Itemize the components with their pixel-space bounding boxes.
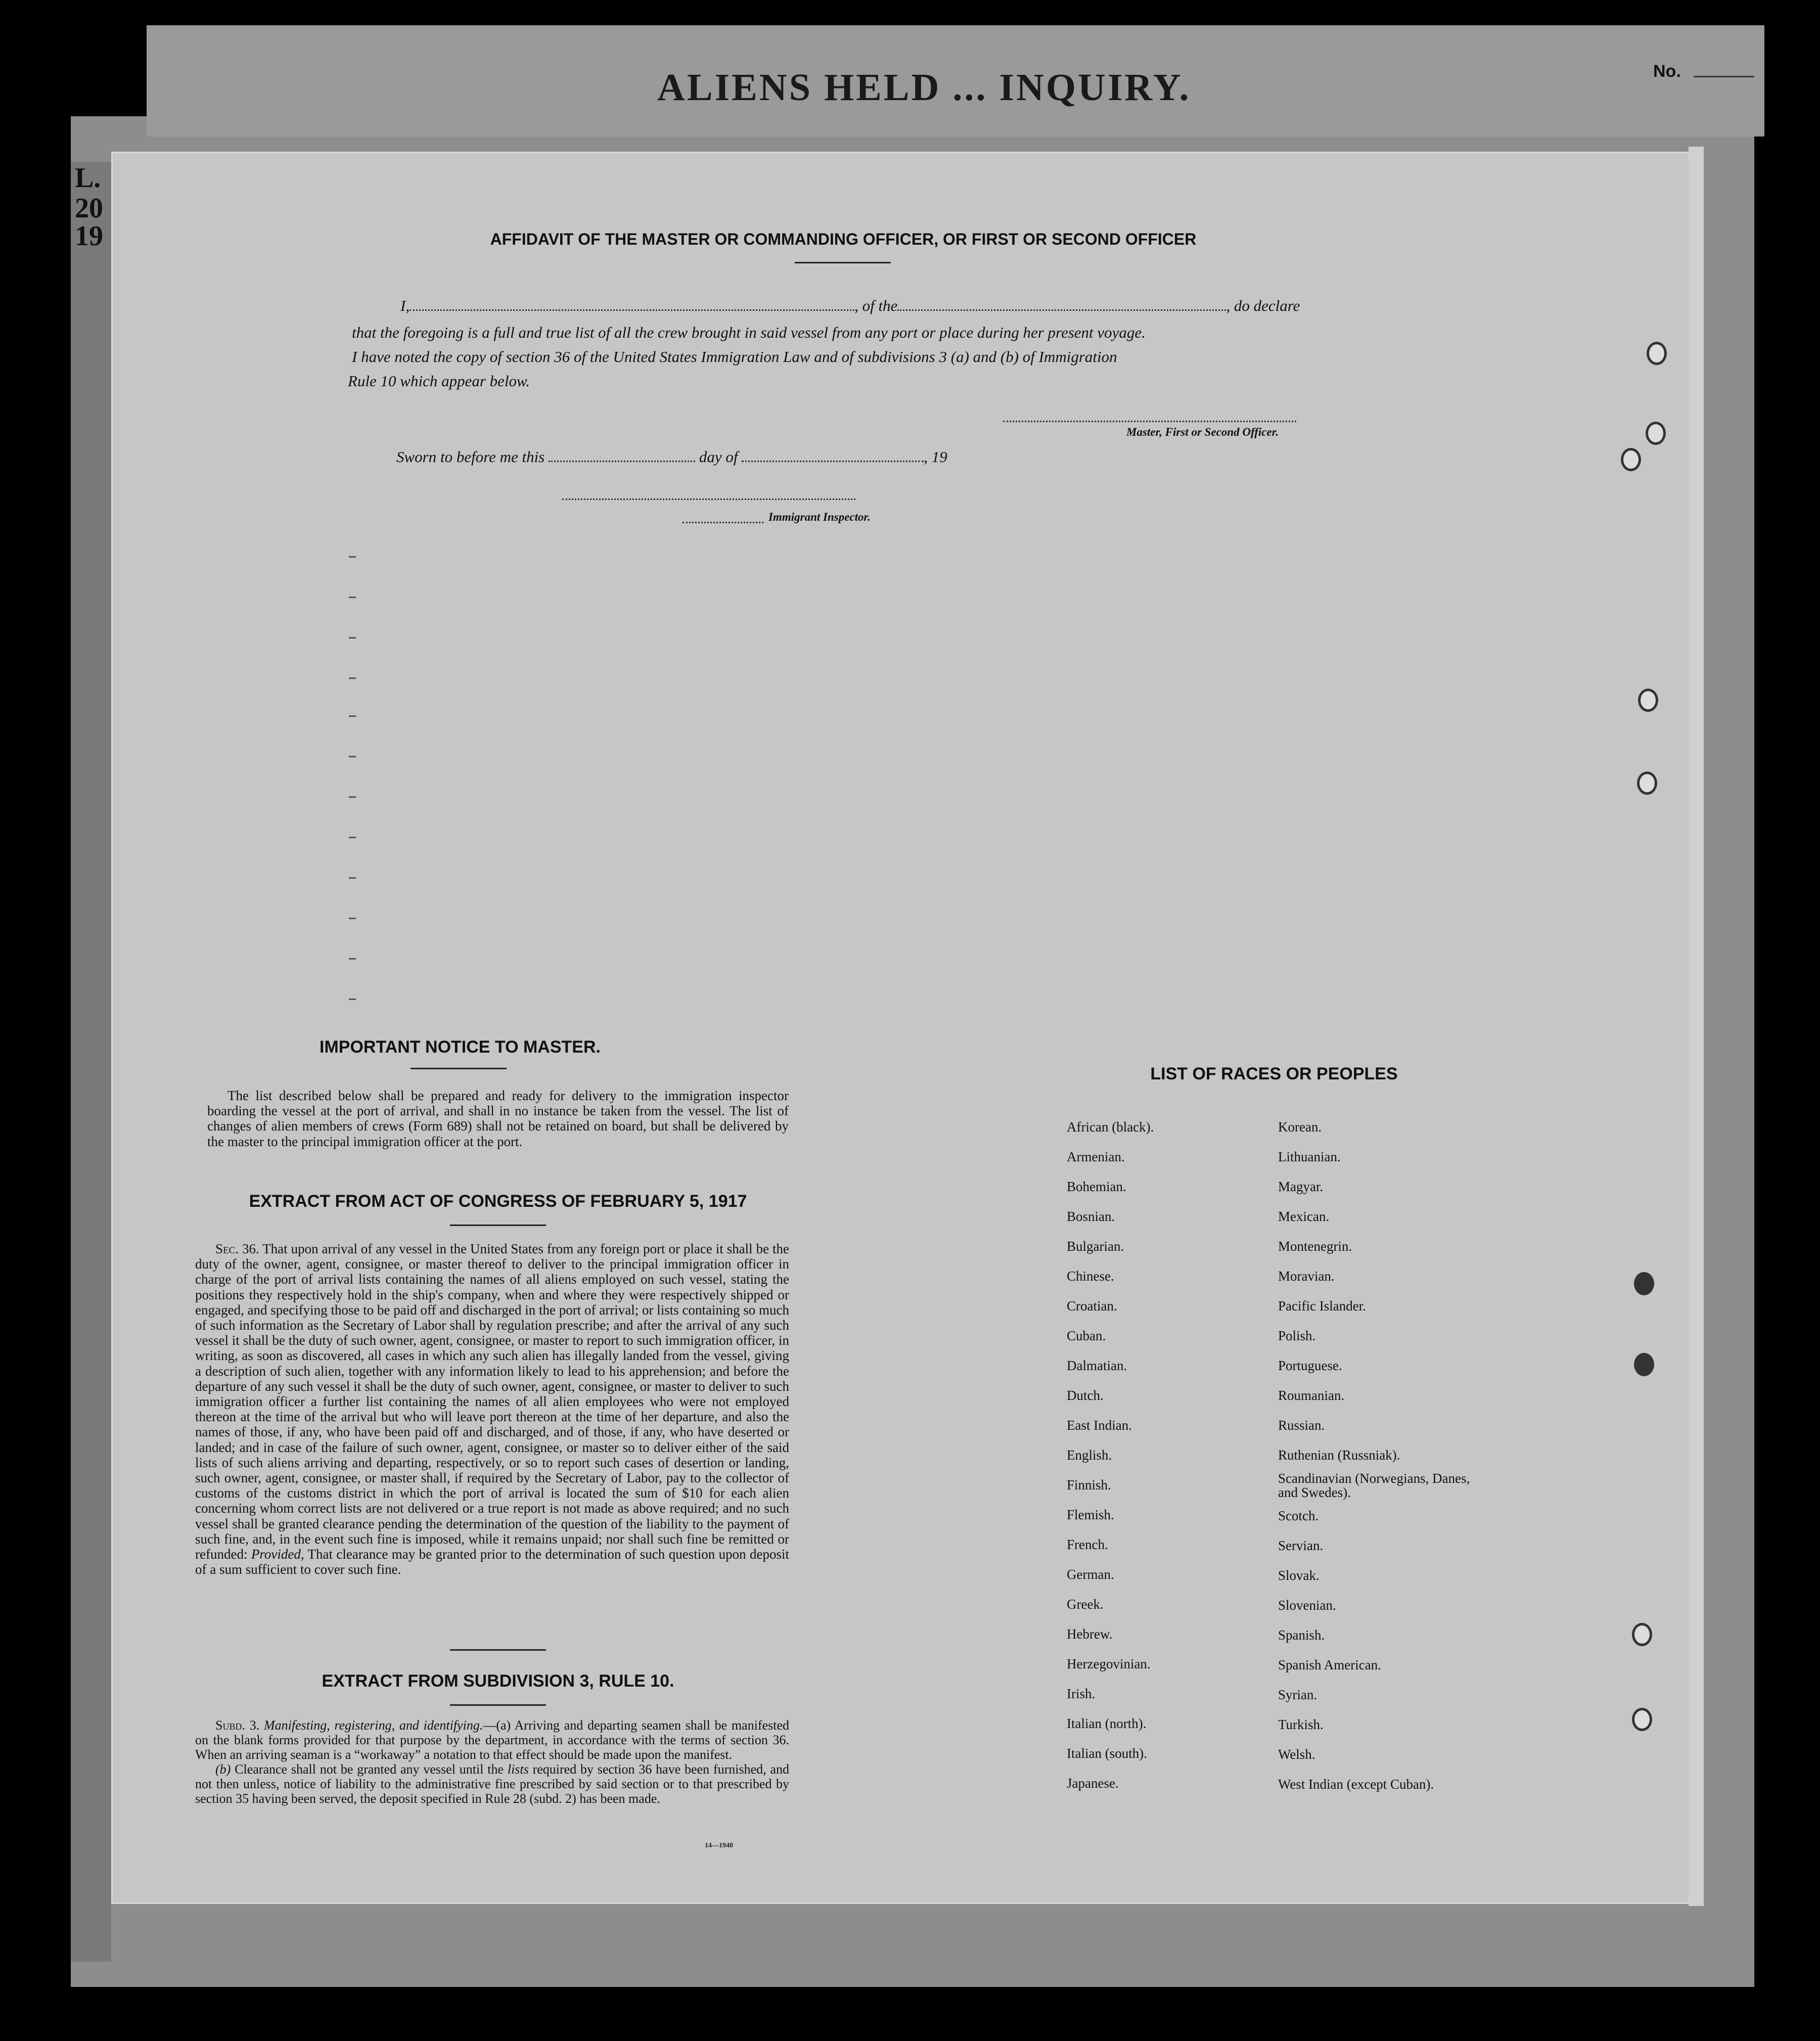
race-item: Spanish American. [1278,1657,1381,1672]
race-item: Syrian. [1278,1687,1317,1702]
vessel-blank [897,309,1226,311]
race-item: Irish. [1067,1686,1096,1701]
affidavit-line-2: that the foregoing is a full and true list of all the crew brought in said vessel from any port or place during her present voyage. [352,324,1146,341]
race-item: Pacific Islander. [1278,1298,1366,1313]
race-item: Japanese. [1067,1776,1119,1791]
left-edge-strip [71,162,111,1962]
race-item: Bohemian. [1067,1179,1126,1194]
race-item: Russian. [1278,1418,1325,1433]
act-text: That upon arrival of any vessel in the United States from any foreign port or place it shall be the duty of the owner, agent, consignee, or master thereof to deliver to the principal immigration officer in charge of the port of arrival lists containing the names of all aliens employed on such vessel, stating the positions they respectively hold in the ship's company, when and where they were respectively shipped or engaged, and specifying those to be paid off and discharged in the port of arrival; or lists containing so much of such information as the Secretary of Labor shall by regulation prescribe; and after the arrival of any such vessel it shall be the duty of such owner, agent, consignee, or master to report to such immigration officer, in writing, as soon as discovered, all cases in which any such alien has illegally landed from the vessel, giving a description of such alien, together with any information likely to lead to his apprehension; and before the departure of any such vessel it shall be the duty of such owner, agent, consignee, or master to deliver to such immigration officer a further list containing the names of all alien employees who were not employed thereon at the time of the arrival but who will leave port thereon at the time of her departure, and also the names of those, if any, who have been paid off and discharged, and of those, if any, who have deserted or landed; and in case of the failure of such owner, agent, consignee, or master so to deliver either of the said lists of such aliens arriving and departing, respectively, or so to report such cases of desertion or landing, such owner, agent, consignee, or master shall, if required by the Secretary of Labor, pay to the collector of customs of the customs district in which the port of arrival is located the sum of $10 for each alien concerning whom correct lists are not delivered or a true report is not made as above required; and no such vessel shall be granted clearance pending the determination of the question of the liability to the payment of such fine, and, in the event such fine is imposed, while it remains unpaid; nor shall such fine be remitted or refunded: [195,1241,790,1562]
day-of-label: day of [699,448,738,466]
rule-rule [450,1704,546,1706]
row-tick [349,677,356,679]
race-item: Chinese. [1067,1268,1114,1284]
name-blank [410,309,854,311]
notice-paragraph [207,1088,789,1149]
punch-hole-icon [1634,1353,1654,1376]
inspector-signature-line [562,498,855,500]
race-item: Slovenian. [1278,1598,1336,1613]
sworn-line [396,448,947,466]
rule-paragraph [195,1718,789,1806]
year-label: , 19 [924,448,947,466]
notice-title: IMPORTANT NOTICE TO MASTER. [320,1037,601,1057]
punch-hole-icon [1638,689,1658,712]
i-label: I, [400,297,410,314]
race-item: Lithuanian. [1278,1149,1341,1164]
punch-hole-icon [1621,448,1641,471]
race-item: Ruthenian (Russniak). [1278,1447,1400,1463]
punch-hole-icon [1634,1272,1654,1295]
punch-hole-icon [1632,1708,1652,1731]
affidavit-title: AFFIDAVIT OF THE MASTER OR COMMANDING OFFICER, OR FIRST OR SECOND OFFICER [490,230,1197,248]
of-the-label: , of the [854,297,898,314]
race-item: Polish. [1278,1328,1316,1343]
notice-text: The list described below shall be prepared and ready for delivery to the immigration inspector boarding the vessel at the port of arrival, and shall in no instance be taken from the vessel. The list of changes of alien members of crews (Form 689) shall not be retained on board, but shall be delivered by the master to the principal immigration officer at the port. [207,1088,789,1149]
race-item: Moravian. [1278,1268,1335,1284]
punch-hole-icon [1637,772,1657,795]
races-title: LIST OF RACES OR PEOPLES [1150,1064,1398,1083]
row-tick [349,637,356,639]
number-label: No. [1653,62,1681,81]
master-signature-label: Master, First or Second Officer. [1126,426,1279,438]
act-end-rule [450,1649,546,1651]
do-declare-label: , do declare [1226,297,1300,314]
title-rule [795,262,891,263]
rule-b-text-2: required by section 36 have been furnished, and not then unless, notice of liability to the administrative fine prescribed by said section or to that prescribed by section 35 having been served, the deposit specified in Rule 28 (subd. 2) has been made. [195,1762,790,1806]
race-item: Hebrew. [1067,1626,1113,1642]
race-item: Roumanian. [1278,1388,1345,1403]
sworn-label: Sworn to before me this [396,448,545,466]
affidavit-line-1 [400,297,1300,315]
race-item: Portuguese. [1278,1358,1342,1373]
race-item: Flemish. [1067,1507,1114,1522]
row-tick [349,837,356,838]
race-item: Spanish. [1278,1627,1325,1643]
row-tick [349,877,356,879]
page-right-edge [1689,147,1704,1906]
edge-fragment: L. [75,162,101,194]
race-item: Scandinavian (Norwegians, Danes, and Swedes). [1278,1471,1470,1500]
rule-heading: Manifesting, registering, and identifying. [264,1718,483,1733]
row-tick [349,715,356,717]
punch-hole-icon [1647,342,1667,365]
race-item: Bosnian. [1067,1209,1115,1224]
affidavit-line-4: Rule 10 which appear below. [348,372,530,390]
form-number: 14—1940 [705,1842,733,1849]
race-item: Bulgarian. [1067,1239,1124,1254]
race-item: Welsh. [1278,1747,1315,1762]
act-rule [450,1224,546,1226]
race-item: Korean. [1278,1119,1322,1135]
edge-fragment: 19 [75,220,103,252]
punch-hole-icon [1632,1623,1652,1646]
race-item: French. [1067,1537,1108,1552]
number-line [1694,76,1754,77]
race-item: Finnish. [1067,1477,1111,1492]
race-item: West Indian (except Cuban). [1278,1777,1434,1792]
row-tick [349,556,356,558]
race-item: German. [1067,1567,1114,1582]
race-item: Herzegovinian. [1067,1656,1151,1671]
section-label: Sec. 36. [215,1241,259,1256]
race-item: Cuban. [1067,1328,1106,1343]
sworn-month-blank [742,461,924,462]
race-item: Italian (south). [1067,1746,1147,1761]
row-tick [349,756,356,757]
rule-b-text-1: Clearance shall not be granted any vessel until the [235,1762,504,1777]
master-signature-line [1003,421,1296,422]
act-text-end: That clearance may be granted prior to the determination of such question upon deposit of a sum sufficient to cover such fine. [195,1547,790,1577]
rule-b-label: (b) [215,1762,231,1777]
row-tick [349,958,356,960]
rule-title: EXTRACT FROM SUBDIVISION 3, RULE 10. [322,1671,674,1691]
race-item: Turkish. [1278,1717,1324,1732]
race-item: Greek. [1067,1597,1104,1612]
race-item: Croatian. [1067,1298,1117,1313]
row-tick [349,918,356,919]
race-item: Armenian. [1067,1149,1125,1164]
race-item: Slovak. [1278,1568,1320,1583]
rule-b-lists: lists [507,1762,529,1777]
race-item: East Indian. [1067,1418,1132,1433]
subdivision-label: Subd. 3. [215,1718,260,1733]
race-item: Scotch. [1278,1508,1319,1523]
race-item: Mexican. [1278,1209,1330,1224]
inspector-signature-label: Immigrant Inspector. [768,511,871,523]
race-item: African (black). [1067,1119,1154,1135]
torn-header-title: ALIENS HELD ... INQUIRY. [657,66,1191,109]
races-column-2 [1278,1112,1470,1799]
race-item: English. [1067,1447,1112,1463]
race-item: Montenegrin. [1278,1239,1352,1254]
row-tick [349,796,356,798]
punch-hole-icon [1646,422,1666,445]
edge-fragment: 20 [75,193,103,224]
rule-a-text: —(a) Arriving and departing seamen shall be manifested on the blank forms provided for that purpose by the department, in accordance with the terms of section 36. When an arriving seaman is a “workaway” a notation to that effect should be made upon the manifest. [195,1718,789,1762]
act-title: EXTRACT FROM ACT OF CONGRESS OF FEBRUARY 5, 1917 [249,1192,747,1211]
race-item: Magyar. [1278,1179,1324,1194]
affidavit-line-3: I have noted the copy of section 36 of the United States Immigration Law and of subdivisions 3 (a) and (b) of Immigration [352,348,1117,366]
race-item: Italian (north). [1067,1716,1147,1731]
races-column-1 [1067,1112,1154,1798]
provided-label: Provided, [251,1547,304,1562]
race-item: Dutch. [1067,1388,1104,1403]
row-tick [349,999,356,1000]
sworn-day-blank [549,461,695,462]
act-paragraph [195,1241,789,1577]
race-item: Servian. [1278,1538,1324,1553]
inspector-lead-line [682,522,763,523]
notice-rule [411,1068,507,1069]
row-tick [349,597,356,598]
race-item: Dalmatian. [1067,1358,1127,1373]
